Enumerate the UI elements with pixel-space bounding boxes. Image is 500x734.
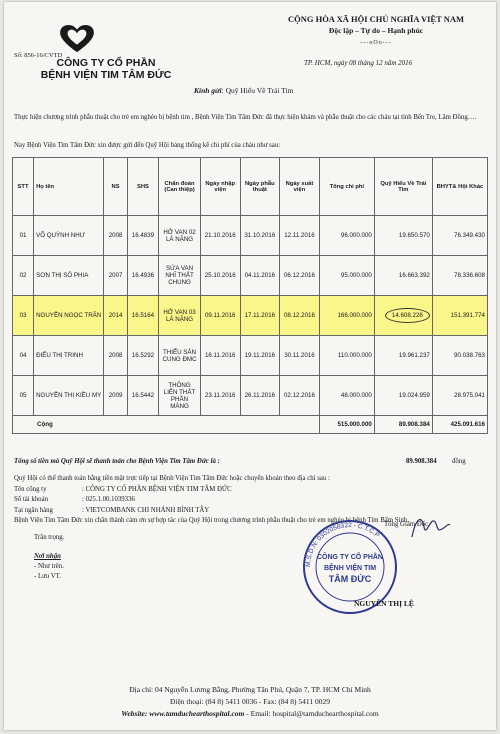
col-discharge: Ngày xuất viện bbox=[280, 158, 320, 216]
col-ns: NS bbox=[104, 158, 127, 216]
table-row-highlighted: 03 NGUYỄN NGỌC TRÂN 2014 16.5164 HỞ VAN 03 LÁ NẶNG 09.11.2016 17.11.2016 08.12.2016 166.000.000 14.608.226 151.391.774 bbox=[13, 296, 488, 336]
total-cost: 515.000.000 bbox=[319, 416, 374, 434]
table-row: 02 SƠN THỊ SÔ PHIA 2007 16.4936 SỨA VAN NHĨ THẤT CHUNG 25.10.2016 04.11.2016 06.12.2016 95.000.000 16.663.392 78.336.608 bbox=[13, 256, 488, 296]
total-fund: 89.908.384 bbox=[374, 416, 432, 434]
svg-text:M.S.D.N: 0302058322 - C.T.C.P: M.S.D.N: 0302058322 - C.T.C.P bbox=[304, 521, 381, 568]
table-total-row bbox=[13, 416, 488, 434]
col-admit: Ngày nhập viện bbox=[200, 158, 240, 216]
payment-info: Quý Hội có thể thanh toán bằng tiền mặt trực tiếp tại Bệnh Viện Tim Tâm Đức hoặc chuyển khoản theo địa chỉ sau : Tên công ty : CÔNG TY CỔ PHẦN BỆNH VIỆN TIM TÂM ĐỨC Số tài khoản : 025.1.00.1039336 Tại ngân hàng : VIETCOMBANK CHI NHÁNH BÌNH TÂY Bệnh Viện Tim Tâm Đức xin chân thành cảm ơn sự hợp tác của Quý Hội trong chương trình phẫu thuật cho trẻ em nghèo bị bệnh Tim Bẩm Sinh. bbox=[14, 474, 484, 527]
thanks-line: Bệnh Viện Tim Tâm Đức xin chân thành cảm ơn sự hợp tác của Quý Hội trong chương trình phẫu thuật cho trẻ em nghèo bị bệnh Tim Bẩm Sinh. bbox=[14, 517, 409, 524]
closing: Trân trọng. bbox=[34, 534, 65, 541]
svg-text:TÂM ĐỨC: TÂM ĐỨC bbox=[328, 574, 372, 584]
payment-intro: Quý Hội có thể thanh toán bằng tiền mặt trực tiếp tại Bệnh Viện Tim Tâm Đức hoặc chuyển khoản theo địa chỉ sau : bbox=[14, 475, 330, 482]
fund-total-line bbox=[14, 458, 484, 465]
letter-page bbox=[4, 2, 496, 730]
total-label: Cộng bbox=[13, 416, 320, 434]
footer-email: - Email: hospital@tamduchearthospital.com bbox=[244, 709, 379, 718]
cost-table bbox=[12, 157, 488, 434]
col-stt: STT bbox=[13, 158, 34, 216]
greeting-label: Kính gửi bbox=[194, 86, 222, 95]
signature-title: Tổng Giám Đốc bbox=[384, 521, 429, 528]
signature-scribble-icon bbox=[404, 507, 454, 547]
table-header-row bbox=[13, 158, 488, 216]
footer-address: Địa chỉ: 04 Nguyễn Lương Bằng, Phường Tân Phú, Quận 7, TP. HCM Chí Minh bbox=[129, 685, 371, 694]
greeting-recipient: : Quỹ Hiểu Về Trái Tim bbox=[221, 86, 294, 95]
fund-total-currency: đồng bbox=[452, 458, 466, 465]
circled-fund-value: 14.608.226 bbox=[374, 296, 432, 336]
footer-phone: Điện thoại: (84 8) 5411 0036 - Fax: (84 8) 5411 0029 bbox=[169, 697, 331, 706]
document-number: Số: 856-16/CVTD bbox=[14, 52, 63, 59]
greeting bbox=[194, 86, 293, 95]
svg-text:BỆNH VIỆN TIM: BỆNH VIỆN TIM bbox=[323, 565, 377, 572]
footer bbox=[4, 684, 496, 720]
recipients: Nơi nhận - Như trên. - Lưu VT. bbox=[34, 553, 64, 580]
signer-name: NGUYỄN THỊ LỆ bbox=[354, 599, 414, 608]
company-name: CÔNG TY CỔ PHẦN BỆNH VIỆN TIM TÂM ĐỨC bbox=[40, 57, 172, 81]
col-diagnosis: Chẩn đoán (Can thiệp) bbox=[159, 158, 201, 216]
intro-paragraph: Thực hiện chương trình phẫu thuật cho trẻ em nghèo bị bệnh tim , Bệnh Viện Tim Tâm Đức đã thực hiện khám và phẫu thuật cho các cháu tại tỉnh Bến Tre, Lâm Đồng…. bbox=[14, 114, 477, 121]
fund-total-label: Tổng số tiền mà Quỹ Hội sẽ thanh toán cho Bệnh Viện Tim Tâm Đức là : bbox=[14, 458, 220, 465]
col-name: Họ tên bbox=[34, 158, 104, 216]
col-other: BHYT& Hội Khác bbox=[432, 158, 487, 216]
col-fund: Quỹ Hiểu Về Trái Tim bbox=[374, 158, 432, 216]
heart-logo-icon bbox=[58, 24, 96, 54]
fund-total-amount: 89.908.384 bbox=[406, 458, 437, 465]
table-row: 05 NGUYỄN THỊ KIỀU MY 2009 16.5442 THÔNG LIÊN THẤT PHẦN MÀNG 23.11.2016 26.11.2016 02.12.2016 48.000.000 19.024.959 28.975.041 bbox=[13, 376, 488, 416]
col-surgery: Ngày phẫu thuật bbox=[240, 158, 280, 216]
national-title: CỘNG HÒA XÃ HỘI CHỦ NGHĨA VIỆT NAM bbox=[287, 14, 465, 24]
request-paragraph: Nay Bệnh Viện Tim Tâm Đức xin được gửi đến Quỹ Hội bảng thống kê chi phí của cháu như sau: bbox=[14, 142, 281, 149]
total-other: 425.091.616 bbox=[432, 416, 487, 434]
national-header bbox=[266, 13, 486, 49]
place-date: TP. HCM, ngày 08 tháng 12 năm 2016 bbox=[304, 59, 413, 67]
table-row: 01 VÕ QUỲNH NHƯ 2008 16.4839 HỞ VAN 02 LÁ NẶNG 21.10.2016 31.10.2016 12.11.2016 96.000.000 19.650.570 76.349.430 bbox=[13, 216, 488, 256]
svg-text:CÔNG TY CỔ PHẦN: CÔNG TY CỔ PHẦN bbox=[317, 554, 383, 561]
footer-website: Website: www.tamduchearthospital.com bbox=[121, 709, 245, 718]
col-total: Tổng chi phí bbox=[319, 158, 374, 216]
national-motto: Độc lập – Tự do – Hạnh phúc bbox=[328, 26, 424, 35]
recipients-title: Nơi nhận bbox=[34, 553, 61, 560]
col-shs: SHS bbox=[127, 158, 158, 216]
ornament: ---oOo--- bbox=[360, 40, 392, 46]
table-row: 04 ĐIỂU THỊ TRINH 2008 16.5292 THIỂU SẢN CUNG ĐMC 16.11.2016 19.11.2016 30.11.2016 110.000.000 19.961.237 90.038.763 bbox=[13, 336, 488, 376]
